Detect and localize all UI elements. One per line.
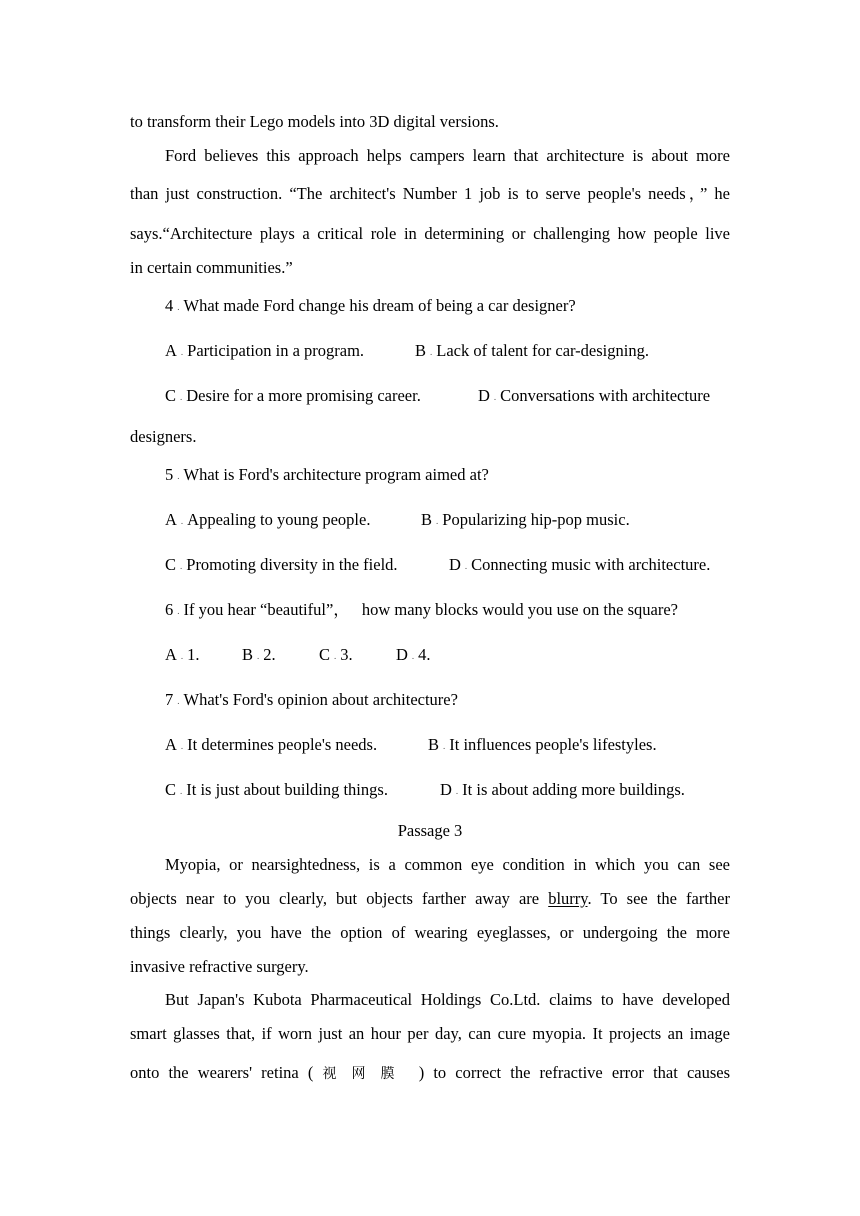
question-6-options (165, 645, 730, 666)
option-b: B . Lack of talent for car-designing. (415, 341, 649, 360)
question-4-option-d-continued: designers. (130, 427, 197, 446)
paragraph-line: than just construction. “The architect's Number 1 job is to serve people's needs，” he (130, 184, 730, 203)
option-a: A . 1. (165, 645, 200, 664)
option-d: D . 4. (396, 645, 431, 664)
option-a: A . Appealing to young people. (165, 510, 371, 529)
question-5-options-cd (165, 555, 730, 576)
underlined-word: blurry (548, 889, 588, 908)
paragraph-line: But Japan's Kubota Pharmaceutical Holdings Co.Ltd. claims to have developed (165, 990, 730, 1009)
question-5-stem: 5 . What is Ford's architecture program aimed at? (165, 465, 489, 484)
option-d: D . Conversations with architecture (478, 386, 711, 405)
option-d: D . Connecting music with architecture. (449, 555, 711, 574)
question-4-options-cd (165, 386, 730, 407)
document-page (130, 0, 730, 1216)
chinese-gloss: 视网膜 (322, 1066, 410, 1082)
paragraph-line: to transform their Lego models into 3D digital versions. (130, 112, 499, 131)
paragraph-line: invasive refractive surgery. (130, 957, 309, 976)
option-a: A . It determines people's needs. (165, 735, 378, 754)
passage-title: Passage 3 (397, 821, 463, 840)
option-b: B . 2. (242, 645, 276, 664)
option-a: A . Participation in a program. (165, 341, 365, 360)
paragraph-line: things clearly, you have the option of wearing eyeglasses, or undergoing the more (130, 923, 730, 942)
paragraph-line: says.“Architecture plays a critical role in determining or challenging how people live (130, 224, 730, 243)
question-4-stem: 4 . What made Ford change his dream of being a car designer? (165, 296, 576, 315)
question-7-options-cd (165, 780, 730, 801)
option-c: C . 3. (319, 645, 353, 664)
question-4-options-ab (165, 341, 730, 362)
question-6-stem: 6 . If you hear “beautiful”， how many blocks would you use on the square? (165, 600, 679, 619)
option-c: C . Promoting diversity in the field. (165, 555, 398, 574)
paragraph-line: smart glasses that, if worn just an hour per day, can cure myopia. It projects an image (130, 1024, 730, 1043)
question-7-options-ab (165, 735, 730, 756)
option-b: B . It influences people's lifestyles. (428, 735, 657, 754)
option-c: C . It is just about building things. (165, 780, 388, 799)
option-d: D . It is about adding more buildings. (440, 780, 685, 799)
paragraph-line: Ford believes this approach helps campers learn that architecture is about more (165, 146, 730, 165)
paragraph-line: Myopia, or nearsightedness, is a common eye condition in which you can see (165, 855, 730, 874)
paragraph-line: objects near to you clearly, but objects farther away are blurry. To see the farther (130, 889, 731, 908)
paragraph-line: onto the wearers' retina ( 视网膜 ) to correct the refractive error that causes (130, 1063, 731, 1082)
paragraph-line: in certain communities.” (130, 258, 293, 277)
option-c: C . Desire for a more promising career. (165, 386, 421, 405)
question-5-options-ab (165, 510, 730, 531)
option-b: B . Popularizing hip-pop music. (421, 510, 630, 529)
question-7-stem: 7 . What's Ford's opinion about architecture? (165, 690, 458, 709)
